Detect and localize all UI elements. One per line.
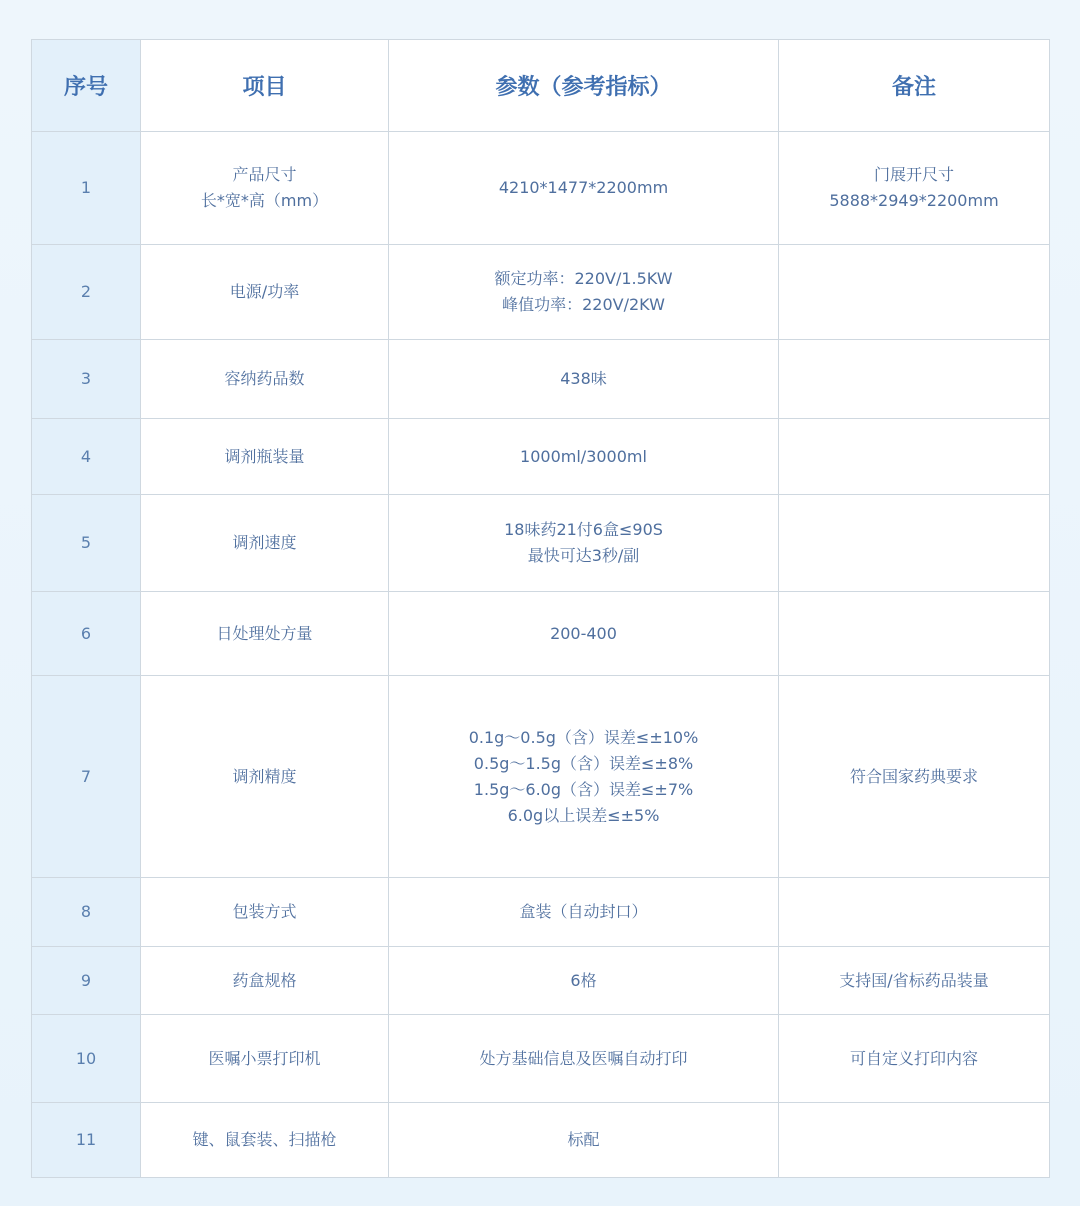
cell-note <box>779 132 1050 245</box>
cell-seq: 5 <box>32 495 141 592</box>
cell-item <box>141 340 389 419</box>
cell-item-line: 容纳药品数 <box>224 369 305 388</box>
cell-param-line: 0.5g～1.5g（含）误差≤±8% <box>473 753 694 773</box>
table-row <box>32 419 1050 495</box>
cell-note-line: 支持国/省标药品装量 <box>839 970 989 990</box>
cell-param <box>389 340 779 419</box>
cell-item-line: 长*宽*高（mm） <box>200 191 329 210</box>
cell-item-line: 产品尺寸 <box>232 165 297 184</box>
cell-param-line: 6格 <box>570 970 597 990</box>
header-seq: 序号 <box>32 40 141 132</box>
cell-note <box>779 495 1050 592</box>
cell-param-line: 峰值功率：220V/2KW <box>502 295 665 314</box>
cell-param <box>389 1015 779 1103</box>
cell-item-line: 日处理处方量 <box>216 623 313 643</box>
cell-seq: 9 <box>32 947 141 1015</box>
cell-item-line: 电源/功率 <box>229 282 300 301</box>
cell-param <box>389 947 779 1015</box>
cell-item-line: 药盒规格 <box>232 970 297 990</box>
cell-param-line: 额定功率：220V/1.5KW <box>494 269 673 288</box>
cell-param <box>389 495 779 592</box>
table-row <box>32 592 1050 676</box>
table-row <box>32 676 1050 878</box>
cell-param <box>389 1103 779 1178</box>
table-row <box>32 132 1050 245</box>
cell-note <box>779 947 1050 1015</box>
cell-note-line: 5888*2949*2200mm <box>829 191 999 210</box>
cell-note <box>779 676 1050 878</box>
cell-item <box>141 676 389 878</box>
cell-param-line: 标配 <box>567 1130 600 1149</box>
cell-param <box>389 592 779 676</box>
table-row <box>32 878 1050 947</box>
cell-seq: 3 <box>32 340 141 419</box>
cell-param-line: 18味药21付6盒≤90S <box>504 520 663 539</box>
cell-note <box>779 340 1050 419</box>
cell-seq: 11 <box>32 1103 141 1178</box>
cell-item <box>141 1103 389 1178</box>
cell-seq: 2 <box>32 245 141 340</box>
cell-param <box>389 132 779 245</box>
cell-seq: 1 <box>32 132 141 245</box>
cell-param <box>389 676 779 878</box>
header-param: 参数（参考指标） <box>389 40 779 132</box>
cell-param <box>389 245 779 340</box>
table-row <box>32 1103 1050 1178</box>
cell-param-line: 1000ml/3000ml <box>520 446 647 466</box>
cell-note <box>779 245 1050 340</box>
cell-param-line: 盒装（自动封口） <box>519 902 648 921</box>
cell-item <box>141 878 389 947</box>
cell-param-line: 438味 <box>560 369 607 388</box>
cell-param-line: 4210*1477*2200mm <box>498 178 669 197</box>
cell-item-line: 调剂速度 <box>232 533 297 552</box>
cell-item-line: 包装方式 <box>232 902 297 921</box>
cell-seq: 8 <box>32 878 141 947</box>
spec-table <box>31 39 1050 1178</box>
cell-item <box>141 245 389 340</box>
cell-note <box>779 419 1050 495</box>
cell-item <box>141 495 389 592</box>
table-row <box>32 947 1050 1015</box>
cell-item-line: 键、鼠套装、扫描枪 <box>192 1130 337 1149</box>
cell-param-line: 1.5g～6.0g（含）误差≤±7% <box>473 779 694 799</box>
cell-note <box>779 1103 1050 1178</box>
header-row <box>32 40 1050 132</box>
cell-item <box>141 1015 389 1103</box>
cell-item-line: 医嘱小票打印机 <box>208 1048 321 1068</box>
header-item: 项目 <box>141 40 389 132</box>
cell-param-line: 最快可达3秒/副 <box>527 546 640 565</box>
cell-param <box>389 878 779 947</box>
table-row <box>32 1015 1050 1103</box>
table-body <box>32 132 1050 1178</box>
cell-item <box>141 132 389 245</box>
cell-item-line: 调剂精度 <box>232 766 297 786</box>
table-row <box>32 495 1050 592</box>
cell-seq: 6 <box>32 592 141 676</box>
cell-param-line: 0.1g～0.5g（含）误差≤±10% <box>468 727 699 747</box>
cell-note-line: 可自定义打印内容 <box>849 1048 978 1068</box>
cell-seq: 10 <box>32 1015 141 1103</box>
cell-seq: 4 <box>32 419 141 495</box>
cell-note <box>779 592 1050 676</box>
table-row <box>32 340 1050 419</box>
cell-param-line: 处方基础信息及医嘱自动打印 <box>479 1048 688 1068</box>
cell-note-line: 门展开尺寸 <box>873 165 954 184</box>
cell-param-line: 6.0g以上误差≤±5% <box>507 805 660 825</box>
cell-item-line: 调剂瓶装量 <box>224 446 305 466</box>
cell-note-line: 符合国家药典要求 <box>849 766 978 786</box>
spec-table-container <box>31 39 1049 1178</box>
cell-note <box>779 1015 1050 1103</box>
cell-note <box>779 878 1050 947</box>
cell-item <box>141 419 389 495</box>
table-row <box>32 245 1050 340</box>
cell-param <box>389 419 779 495</box>
header-note: 备注 <box>779 40 1050 132</box>
cell-item <box>141 592 389 676</box>
cell-param-line: 200-400 <box>550 623 617 643</box>
cell-item <box>141 947 389 1015</box>
cell-seq: 7 <box>32 676 141 878</box>
